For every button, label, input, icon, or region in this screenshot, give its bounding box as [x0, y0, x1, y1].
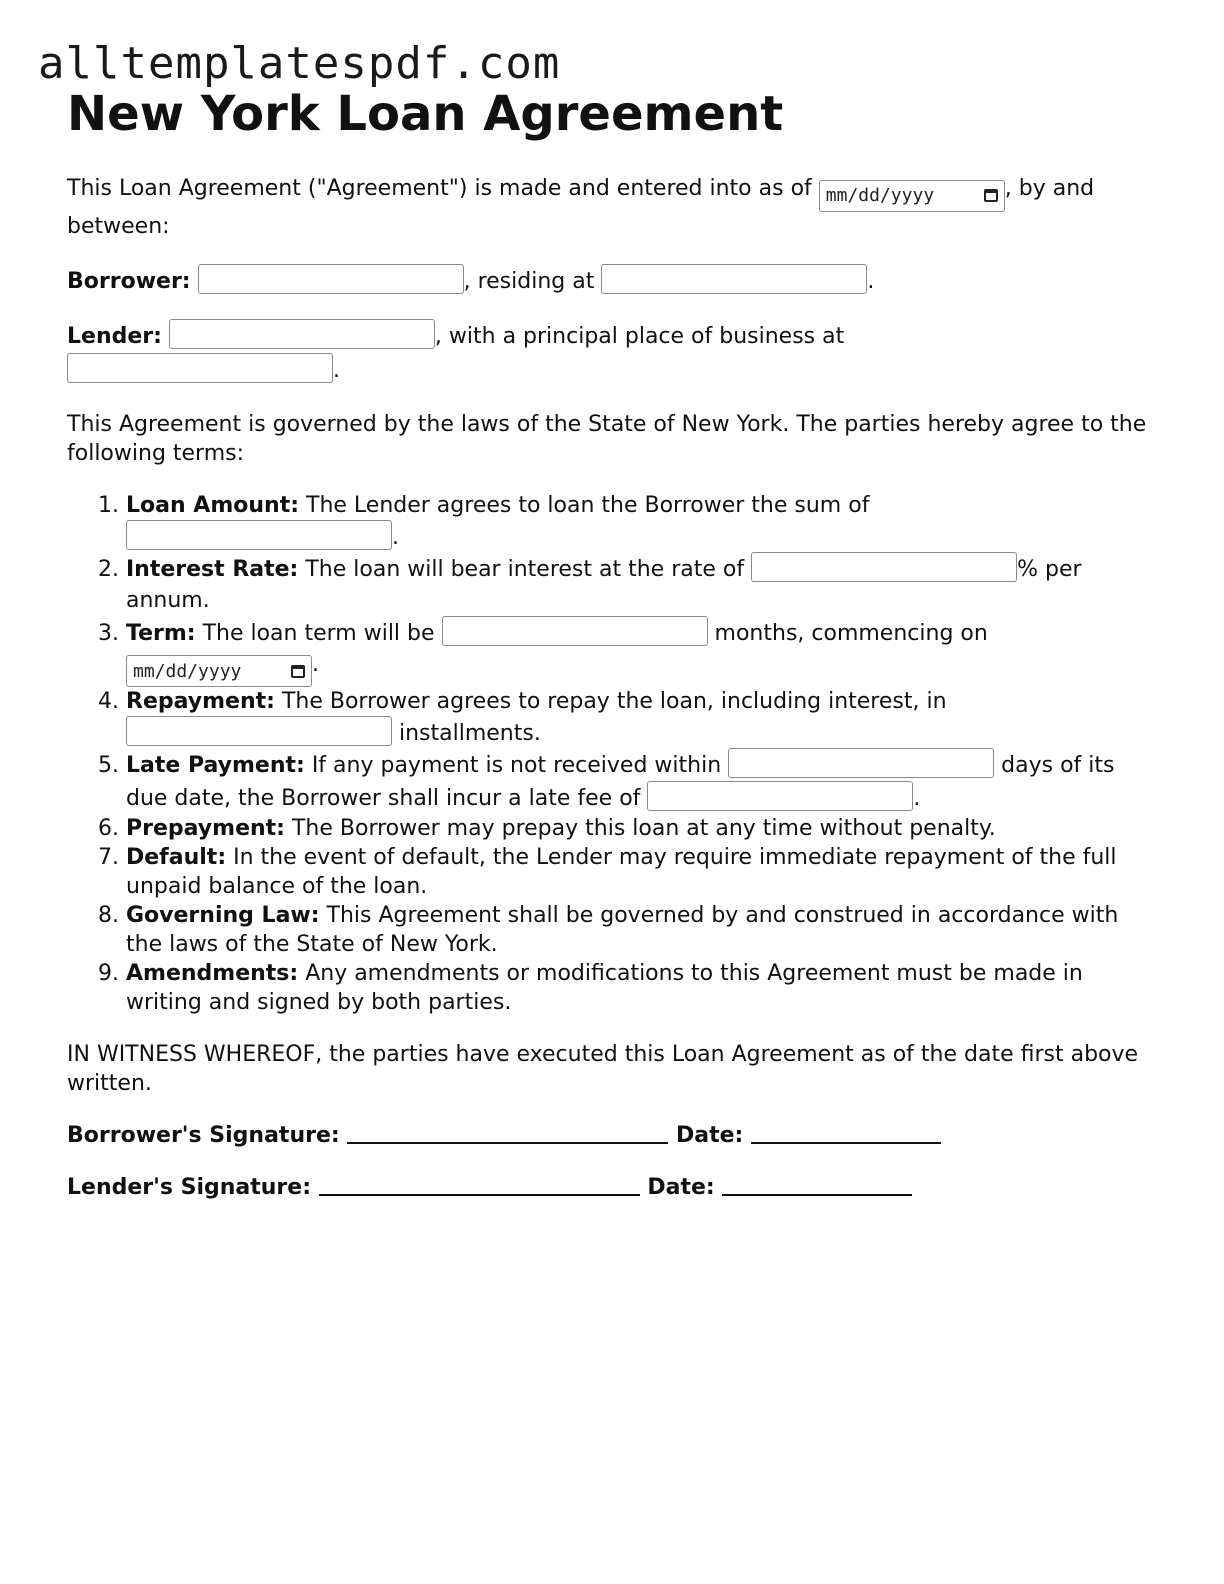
borrower-label: Borrower:: [67, 268, 191, 294]
date-placeholder: mm/dd/yyyy: [825, 185, 935, 206]
term-label: Interest Rate:: [126, 556, 299, 582]
intro-text-end: , by and between:: [67, 176, 1095, 239]
term-prepayment: [126, 814, 1157, 843]
governing-paragraph: This Agreement is governed by the laws of the State of New York. The parties hereby agree to the following terms:: [67, 411, 1147, 466]
term-text: Any amendments or modifications to this Agreement must be made in writing and signed by both parties.: [126, 961, 1083, 1015]
term-text: The loan will bear interest at the rate of: [298, 556, 745, 582]
document: [67, 84, 1157, 1225]
term-label: Default:: [126, 845, 227, 870]
installments-input[interactable]: [126, 716, 392, 746]
term-label: Amendments:: [126, 961, 299, 986]
term-label: Late Payment:: [126, 753, 305, 778]
term-label: Term:: [126, 620, 196, 646]
terms-list: [67, 491, 1157, 1018]
borrower-end: .: [867, 268, 875, 294]
date-label: Date:: [676, 1123, 744, 1148]
borrower-signature-line: [67, 1121, 1157, 1150]
term-length: [126, 616, 1157, 688]
borrower-name-input[interactable]: [198, 264, 464, 294]
late-days-input[interactable]: [728, 748, 994, 778]
term-text: If any payment is not received within: [304, 753, 722, 778]
witness-paragraph: IN WITNESS WHEREOF, the parties have executed this Loan Agreement as of the date first above written.: [67, 1042, 1139, 1096]
borrower-address-input[interactable]: [601, 264, 867, 294]
term-text: The Borrower agrees to repay the loan, including interest, in: [274, 689, 947, 714]
term-end: .: [312, 651, 319, 677]
term-interest-rate: [126, 552, 1157, 616]
term-end: installments.: [392, 721, 541, 746]
term-repayment: [126, 687, 1157, 748]
date-placeholder: mm/dd/yyyy: [133, 660, 242, 682]
term-mid: months, commencing on: [707, 620, 988, 646]
lender-label: Lender:: [67, 323, 162, 349]
page-title: New York Loan Agreement: [67, 86, 784, 142]
borrower-signature-label: Borrower's Signature:: [67, 1123, 340, 1148]
term-text: The loan term will be: [195, 620, 435, 646]
loan-term-input[interactable]: [442, 616, 708, 646]
term-text: This Agreement shall be governed by and construed in accordance with the laws of the State of New York.: [126, 903, 1119, 957]
term-end: .: [913, 786, 921, 811]
intro-text: This Loan Agreement ("Agreement") is made and entered into as of: [67, 176, 812, 201]
date-label: Date:: [647, 1175, 715, 1200]
lender-address-input[interactable]: [67, 353, 333, 383]
term-end: % per annum.: [126, 556, 1082, 613]
interest-rate-input[interactable]: [751, 552, 1017, 582]
lender-name-input[interactable]: [169, 319, 435, 349]
term-loan-amount: [126, 491, 1157, 552]
borrower-signature-field[interactable]: [347, 1122, 668, 1144]
term-default: [126, 843, 1157, 901]
loan-amount-input[interactable]: [126, 520, 392, 550]
lender-signature-label: Lender's Signature:: [67, 1175, 311, 1200]
term-text: In the event of default, the Lender may require immediate repayment of the full unpaid balance of the loan.: [126, 845, 1117, 899]
term-mid: days of its due date, the Borrower shall incur a late fee of: [126, 753, 1115, 811]
term-label: Governing Law:: [126, 903, 320, 928]
term-end: .: [392, 524, 399, 550]
late-fee-input[interactable]: [647, 781, 913, 811]
lender-business-text: , with a principal place of business at: [434, 323, 845, 349]
calendar-icon[interactable]: [984, 189, 998, 202]
agreement-date-input[interactable]: [819, 180, 1005, 212]
borrower-signature-date-field[interactable]: [751, 1122, 941, 1144]
lender-line: [67, 319, 1157, 387]
term-amendments: [126, 959, 1157, 1017]
lender-signature-date-field[interactable]: [722, 1174, 912, 1196]
term-label: Repayment:: [126, 689, 275, 714]
lender-end: .: [333, 357, 340, 383]
term-text: The Lender agrees to loan the Borrower the sum of: [299, 492, 870, 518]
term-label: Loan Amount:: [126, 492, 300, 518]
term-governing-law: [126, 901, 1157, 959]
watermark: alltemplatespdf.com: [38, 38, 561, 89]
term-label: Prepayment:: [126, 816, 285, 841]
borrower-line: [67, 264, 1157, 296]
commencement-date-input[interactable]: [126, 655, 312, 687]
term-late-payment: [126, 748, 1157, 814]
intro-paragraph: [67, 174, 1157, 241]
term-text: The Borrower may prepay this loan at any time without penalty.: [284, 816, 996, 841]
borrower-residing-text: , residing at: [463, 268, 595, 294]
lender-signature-line: [67, 1173, 1157, 1202]
lender-signature-field[interactable]: [319, 1174, 640, 1196]
calendar-icon[interactable]: [291, 665, 305, 678]
